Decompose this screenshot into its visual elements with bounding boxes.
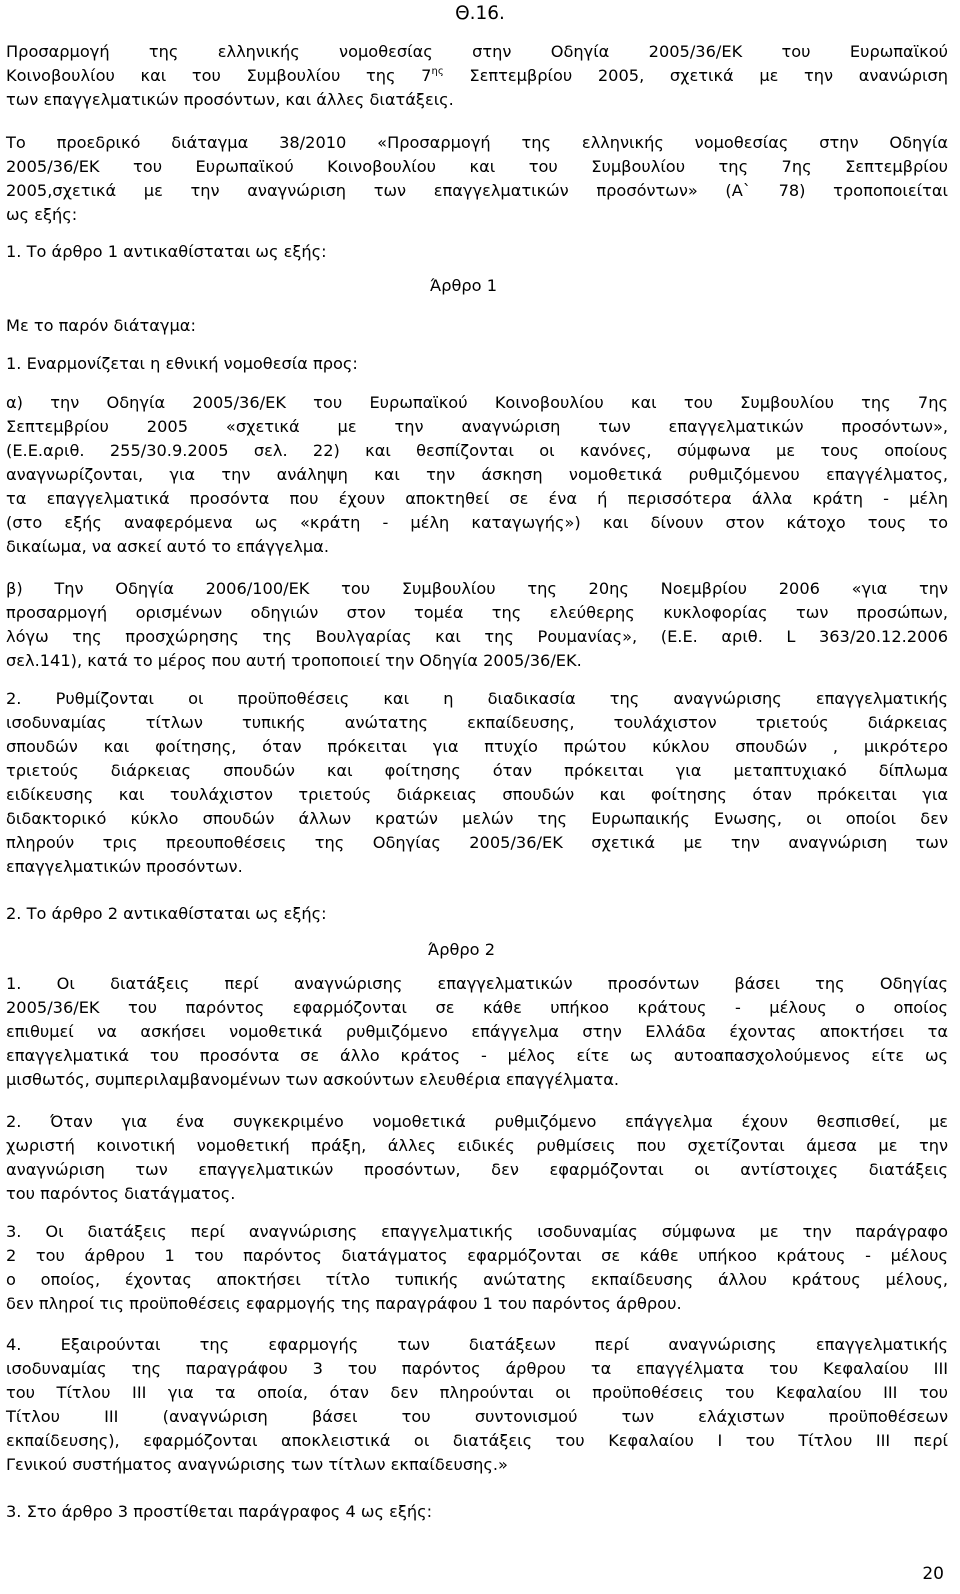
paragraph-line: Σεπτεμβρίου 2005 «σχετικά με την αναγνώριση των επαγγελματικών προσόντων», bbox=[6, 417, 948, 436]
paragraph-line: 2005/36/ΕΚ του Ευρωπαϊκού Κοινοβουλίου και του Συμβουλίου της 7ης Σεπτεμβρίου bbox=[6, 157, 948, 176]
paragraph-line: του Τίτλου ΙΙΙ για τα οποία, όταν δεν πληρούνται οι προϋποθέσεις του Κεφαλαίου ΙΙΙ του bbox=[6, 1383, 948, 1402]
paragraph-line: ως εξής: bbox=[6, 205, 78, 224]
article-1-heading bbox=[430, 274, 730, 298]
paragraph-line: Γενικού συστήματος αναγνώρισης των τίτλων εκπαίδευσης.» bbox=[6, 1455, 508, 1474]
paragraph-line: Το προεδρικό διάταγμα 38/2010 «Προσαρμογή της ελληνικής νομοθεσίας στην Οδηγία bbox=[6, 133, 948, 152]
page-number: 20 bbox=[922, 1564, 944, 1584]
article-1-paragraph-2 bbox=[6, 687, 948, 879]
title-line-text: Σεπτεμβρίου 2005, σχετικά με την ανανώριση bbox=[443, 66, 948, 85]
paragraph-line: 2. Όταν για ένα συγκεκριμένο νομοθετικά ρυθμιζόμενο επάγγελμα έχουν θεσπισθεί, με bbox=[6, 1112, 948, 1131]
paragraph-line: 1. Εναρμονίζεται η εθνική νομοθεσία προς: bbox=[6, 354, 358, 373]
paragraph-line: αναγνώριση των επαγγελματικών προσόντων, δεν εφαρμόζονται οι αντίστοιχες διατάξεις bbox=[6, 1160, 948, 1179]
paragraph-line: επαγγελματικών προσόντων. bbox=[6, 857, 243, 876]
document-title bbox=[6, 40, 948, 112]
paragraph-line: τα επαγγελματικά προσόντα που έχουν αποκτηθεί σε ένα ή περισσότερα άλλα κράτη - μέλη bbox=[6, 489, 948, 508]
point-beta bbox=[6, 577, 948, 673]
paragraph-line: 4. Εξαιρούνται της εφαρμογής των διατάξεων περί αναγνώρισης επαγγελματικής bbox=[6, 1335, 948, 1354]
paragraph-line: 2005/36/ΕΚ του παρόντος εφαρμόζονται σε κάθε υπήκοο κράτους - μέλους ο οποίος bbox=[6, 998, 948, 1017]
title-line: των επαγγελματικών προσόντων, και άλλες διατάξεις. bbox=[6, 90, 454, 109]
paragraph-line: 3. Οι διατάξεις περί αναγνώρισης επαγγελματικής ισοδυναμίας σύμφωνα με την παράγραφο bbox=[6, 1222, 948, 1241]
paragraph-line: λόγω της προσχώρησης της Βουλγαρίας και της Ρουμανίας», (Ε.Ε. αριθ. L 363/20.12.2006 bbox=[6, 627, 948, 646]
paragraph-line: ειδίκευσης και τουλάχιστον τριετούς διάρκειας σπουδών και φοίτησης όταν πρόκειται για bbox=[6, 785, 948, 804]
section-number: Θ.16. bbox=[455, 3, 505, 24]
paragraph-line: προσαρμογή ορισμένων οδηγιών στον τομέα της ελεύθερης κυκλοφορίας των προσώπων, bbox=[6, 603, 948, 622]
paragraph-line: β) Την Οδηγία 2006/100/ΕΚ του Συμβουλίου της 20ης Νοεμβρίου 2006 «για την bbox=[6, 579, 948, 598]
paragraph-line: (στο εξής αναφερόμενα ως «κράτη - μέλη καταγωγής») και δίνουν στον κάτοχο τους το bbox=[6, 513, 948, 532]
paragraph-line: ισοδυναμίας τίτλων τυπικής ανώτατης εκπαίδευσης, τουλάχιστον τριετούς διάρκειας bbox=[6, 713, 948, 732]
paragraph-line: σπουδών και φοίτησης, όταν πρόκειται για πτυχίο πρώτου κύκλου σπουδών , μικρότερο bbox=[6, 737, 948, 756]
paragraph-line: 2 του άρθρου 1 του παρόντος διατάγματος εφαρμόζονται σε κάθε υπήκοο κράτους - μέλους bbox=[6, 1246, 948, 1265]
point-alpha bbox=[6, 391, 948, 559]
amendment-item-2 bbox=[6, 902, 948, 926]
paragraph-line: 1. Το άρθρο 1 αντικαθίσταται ως εξής: bbox=[6, 242, 327, 261]
amendment-item-1 bbox=[6, 240, 948, 264]
article-2-paragraph-2 bbox=[6, 1110, 948, 1206]
paragraph-line: αναγνωρίζονται, για την ανάληψη και την άσκηση νομοθετικά ρυθμιζόμενου επαγγέλματος, bbox=[6, 465, 948, 484]
paragraph-line: ο οποίος, έχοντας αποκτήσει τίτλο τυπικής ανώτατης εκπαίδευσης άλλου κράτους μέλους, bbox=[6, 1270, 948, 1289]
title-line-text: Κοινοβουλίου και του Συμβουλίου της 7 bbox=[6, 66, 432, 85]
amendment-item-3 bbox=[6, 1500, 948, 1524]
article-2-paragraph-1 bbox=[6, 972, 948, 1092]
article-heading-text: Άρθρο 2 bbox=[428, 940, 496, 959]
paragraph-line: πληρούν τρις πρεουποθέσεις της Οδηγίας 2005/36/ΕΚ σχετικά με την αναγνώριση των bbox=[6, 833, 948, 852]
paragraph-line: 1. Οι διατάξεις περί αναγνώρισης επαγγελματικών προσόντων βάσει της Οδηγίας bbox=[6, 974, 948, 993]
paragraph-line: 2005,σχετικά με την αναγνώριση των επαγγελματικών προσόντων» (Α` 78) τροποποιείται bbox=[6, 181, 948, 200]
title-line: Προσαρμογή της ελληνικής νομοθεσίας στην Οδηγία 2005/36/ΕΚ του Ευρωπαϊκού bbox=[6, 42, 948, 61]
paragraph-line: (Ε.Ε.αριθ. 255/30.9.2005 σελ. 22) και θεσπίζονται οι κανόνες, σύμφωνα με τους οποίους bbox=[6, 441, 948, 460]
paragraph-line: ισοδυναμίας της παραγράφου 3 του παρόντος άρθρου τα επαγγέλματα του Κεφαλαίου ΙΙΙ bbox=[6, 1359, 948, 1378]
paragraph-line: του παρόντος διατάγματος. bbox=[6, 1184, 236, 1203]
paragraph-line: Τίτλου ΙΙΙ (αναγνώριση βάσει του συντονισμού των ελάχιστων προϋποθέσεων bbox=[6, 1407, 948, 1426]
paragraph-line: δεν πληροί τις προϋποθέσεις εφαρμογής της παραγράφου 1 του παρόντος άρθρου. bbox=[6, 1294, 682, 1313]
intro-paragraph bbox=[6, 131, 948, 227]
paragraph-line: διδακτορικό κύκλο σπουδών άλλων κρατών μελών της Ευρωπαικής Ενωσης, οι οποίοι δεν bbox=[6, 809, 948, 828]
paragraph-line: επαγγελματικά του προσόντα σε άλλο κράτος - μέλος είτε ως αυτοαπασχολούμενος είτε ως bbox=[6, 1046, 948, 1065]
article-2-paragraph-4 bbox=[6, 1333, 948, 1477]
paragraph-line: χωριστή κοινοτική νομοθετική πράξη, άλλες ειδικές ρυθμίσεις που σχετίζονται άμεσα με την bbox=[6, 1136, 948, 1155]
article-2-heading bbox=[428, 938, 728, 962]
paragraph-line: δικαίωμα, να ασκεί αυτό το επάγγελμα. bbox=[6, 537, 329, 556]
paragraph-line: Με το παρόν διάταγμα: bbox=[6, 316, 196, 335]
by-present-decree bbox=[6, 314, 948, 338]
harmonization-statement bbox=[6, 352, 948, 376]
paragraph-line: σελ.141), κατά το μέρος που αυτή τροποποιεί την Οδηγία 2005/36/ΕΚ. bbox=[6, 651, 582, 670]
paragraph-line: επιθυμεί να ασκήσει νομοθετικά ρυθμιζόμενο επάγγελμα στην Ελλάδα έχοντας αποκτήσει τα bbox=[6, 1022, 948, 1041]
article-heading-text: Άρθρο 1 bbox=[430, 276, 498, 295]
paragraph-line: μισθωτός, συμπεριλαμβανομένων των ασκούντων ελευθέρια επαγγέλματα. bbox=[6, 1070, 620, 1089]
ordinal-superscript: ης bbox=[431, 66, 444, 77]
paragraph-line: α) την Οδηγία 2005/36/ΕΚ του Ευρωπαϊκού Κοινοβουλίου και του Συμβουλίου της 7ης bbox=[6, 393, 948, 412]
paragraph-line: εκπαίδευσης), εφαρμόζονται αποκλειστικά οι διατάξεις του Κεφαλαίου Ι του Τίτλου ΙΙΙ περί bbox=[6, 1431, 948, 1450]
article-2-paragraph-3 bbox=[6, 1220, 948, 1316]
paragraph-line: 2. Το άρθρο 2 αντικαθίσταται ως εξής: bbox=[6, 904, 327, 923]
paragraph-line: τριετούς διάρκειας σπουδών και φοίτησης όταν πρόκειται για μεταπτυχιακό δίπλωμα bbox=[6, 761, 948, 780]
title-line bbox=[6, 64, 948, 88]
paragraph-line: 2. Ρυθμίζονται οι προϋποθέσεις και η διαδικασία της αναγνώρισης επαγγελματικής bbox=[6, 689, 948, 708]
paragraph-line: 3. Στο άρθρο 3 προστίθεται παράγραφος 4 ως εξής: bbox=[6, 1502, 433, 1521]
